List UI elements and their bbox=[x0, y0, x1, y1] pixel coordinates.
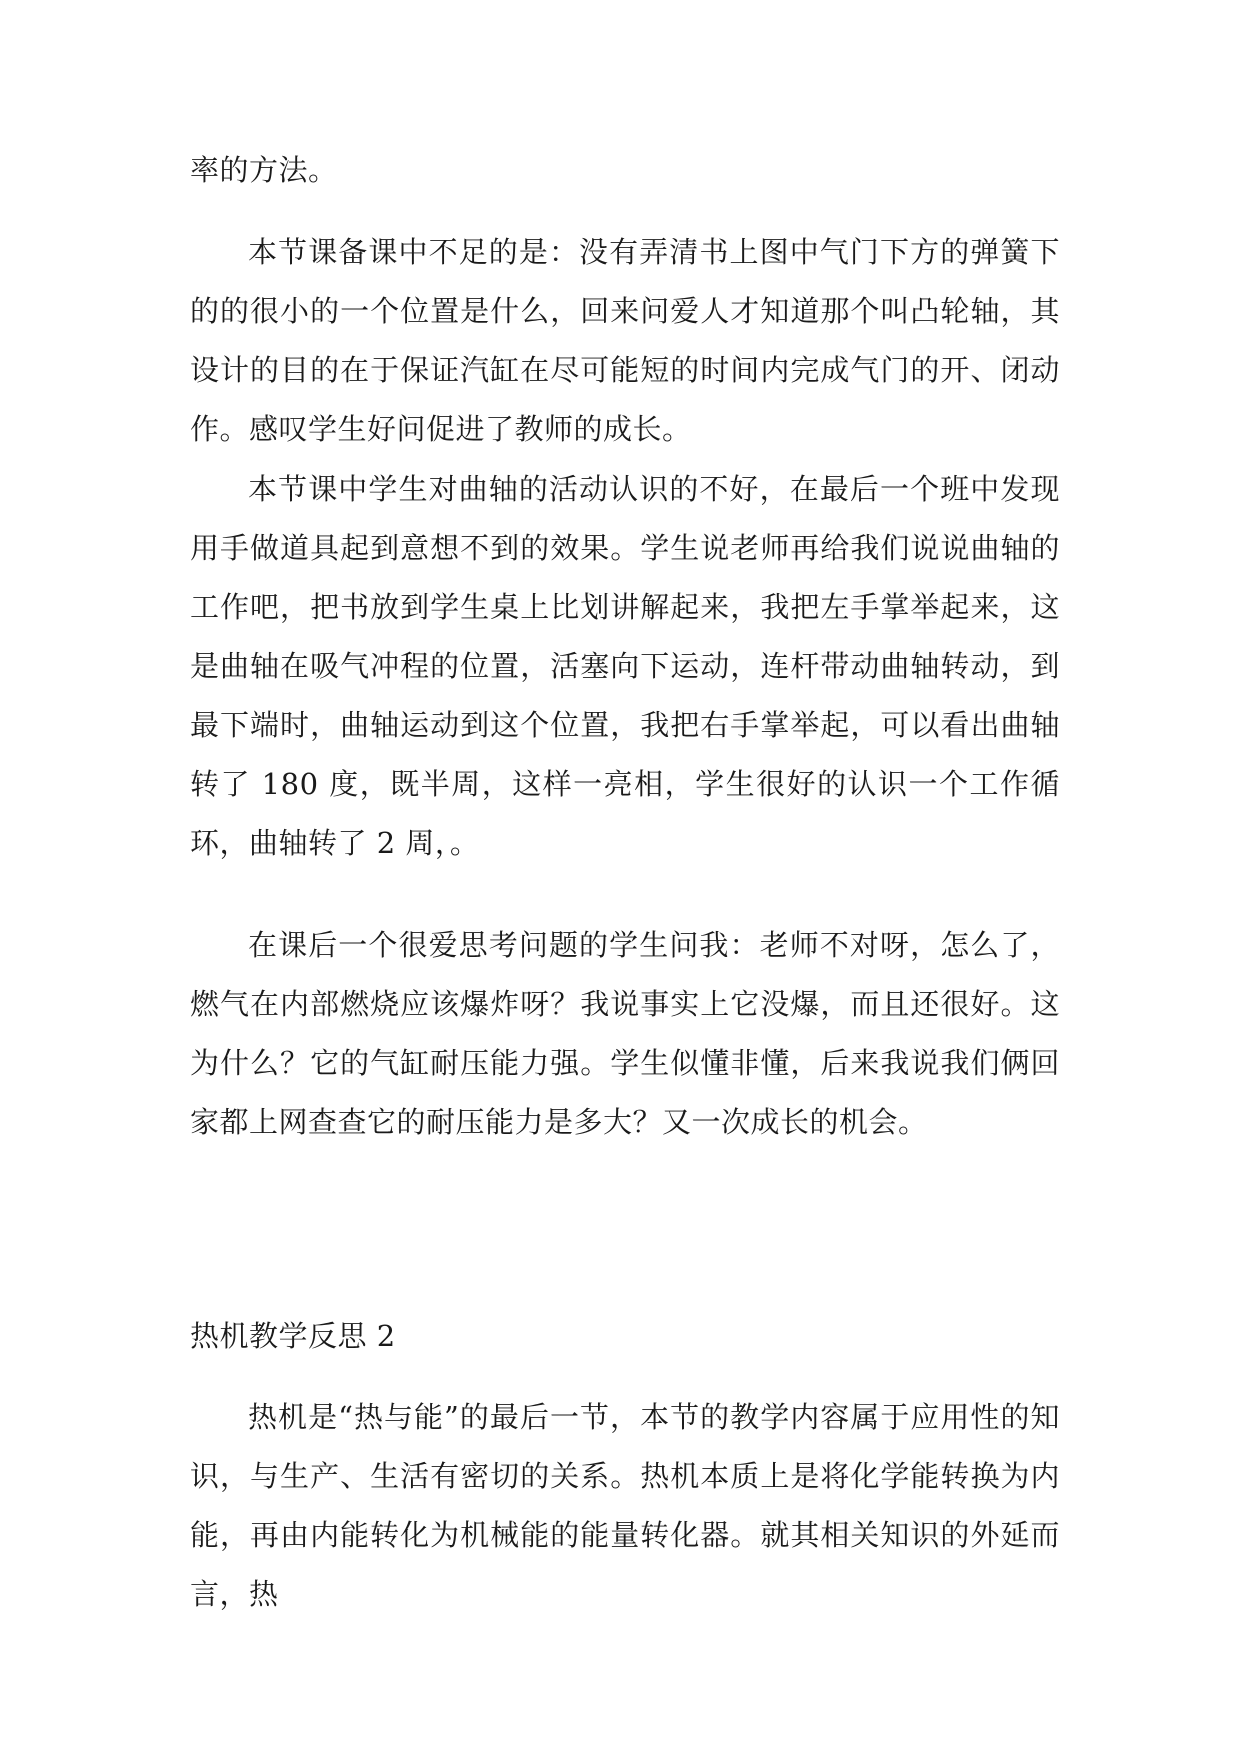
paragraph-camshaft: 本节课备课中不足的是：没有弄清书上图中气门下方的弹簧下的的很小的一个位置是什么，回来问爱人才知道那个叫凸轮轴，其设计的目的在于保证汽缸在尽可能短的时间内完成气门的开、闭动作。感叹学生好问促进了教师的成长。 bbox=[190, 235, 1060, 446]
paragraph-student-question: 在课后一个很爱思考问题的学生问我：老师不对呀，怎么了，燃气在内部燃烧应该爆炸呀？我说事实上它没爆，而且还很好。这为什么？它的气缸耐压能力强。学生似懂非懂，后来我说我们俩回家都上网查查它的耐压能力是多大？又一次成长的机会。 bbox=[190, 928, 1060, 1139]
paragraph-continuation: 率的方法。 bbox=[190, 153, 338, 187]
paragraph-heat-engine-intro: 热机是“热与能”的最后一节，本节的教学内容属于应用性的知识，与生产、生活有密切的关系。热机本质上是将化学能转换为内能，再由内能转化为机械能的能量转化器。就其相关知识的外延而言，热 bbox=[190, 1400, 1060, 1611]
section-title: 热机教学反思 2 bbox=[190, 1319, 396, 1353]
paragraph-crankshaft: 本节课中学生对曲轴的活动认识的不好，在最后一个班中发现用手做道具起到意想不到的效果。学生说老师再给我们说说曲轴的工作吧，把书放到学生桌上比划讲解起来，我把左手掌举起来，这是曲轴在吸气冲程的位置，活塞向下运动，连杆带动曲轴转动，到最下端时，曲轴运动到这个位置，我把右手掌举起，可以看出曲轴转了 180 度，既半周，这样一亮相，学生很好的认识一个工作循环，曲轴转了 2 周，。 bbox=[190, 472, 1060, 860]
